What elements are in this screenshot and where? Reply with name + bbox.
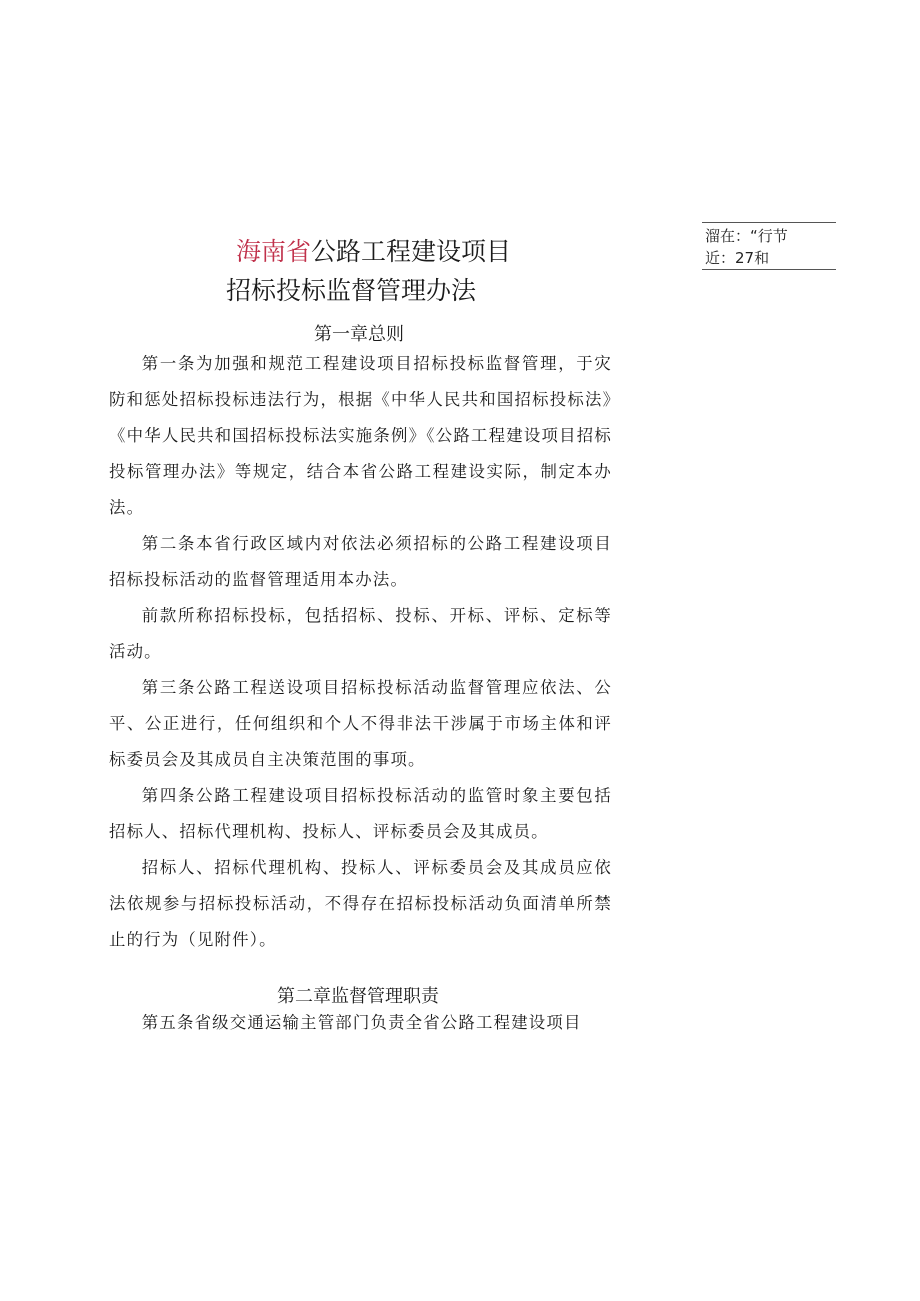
margin-annotation	[702, 222, 836, 270]
article-4-clause-paragraph: 招标人、招标代理机构、投标人、评标委员会及其成员应依法依规参与招标投标活动，不得存在招标投标活动负面清单所禁止的行为（见附件）。	[109, 858, 612, 949]
article-3-paragraph: 第三条公路工程送设项目招标投标活动监督管理应依法、公平、公正进行，任何组织和个人不得非法干涉属于市场主体和评标委员会及其成员自主决策范围的事项。	[109, 678, 612, 769]
article-2-paragraph: 第二条本省行政区域内对依法必须招标的公路工程建设项目招标投标活动的监督管理适用本办法。	[109, 534, 612, 589]
chapter-2-body	[109, 1005, 612, 1041]
article-4-paragraph: 第四条公路工程建设项目招标投标活动的监管时象主要包括招标人、招标代理机构、投标人、评标委员会及其成员。	[109, 786, 612, 841]
chapter-1-heading: 第一章总则	[314, 324, 404, 345]
chapter-2-heading: 第二章监督管理职责	[277, 986, 439, 1007]
title-province: 海南省	[236, 237, 312, 266]
title-subject: 公路工程建设项目	[311, 237, 512, 266]
chapter-1-body	[109, 346, 612, 958]
article-5-paragraph: 第五条省级交通运输主管部门负责全省公路工程建设项目	[141, 1013, 582, 1032]
article-2-clause-paragraph: 前款所称招标投标，包括招标、投标、开标、评标、定标等活动。	[109, 606, 612, 661]
article-1-paragraph: 第一条为加强和规范工程建设项目招标投标监督管理，于灾防和惩处招标投标违法行为，根据《中华人民共和国招标投标法》《中华人民共和国招标投标法实施条例》《公路工程建设项目招标投标管理办法》等规定，结合本省公路工程建设实际，制定本办法。	[109, 354, 612, 517]
annotation-line-2: 近：27和	[705, 249, 770, 267]
annotation-line-1: 溜在：“行节	[705, 227, 788, 245]
document-title-line2: 招标投标监督管理办法	[226, 276, 477, 305]
document-title-line1	[236, 232, 511, 268]
